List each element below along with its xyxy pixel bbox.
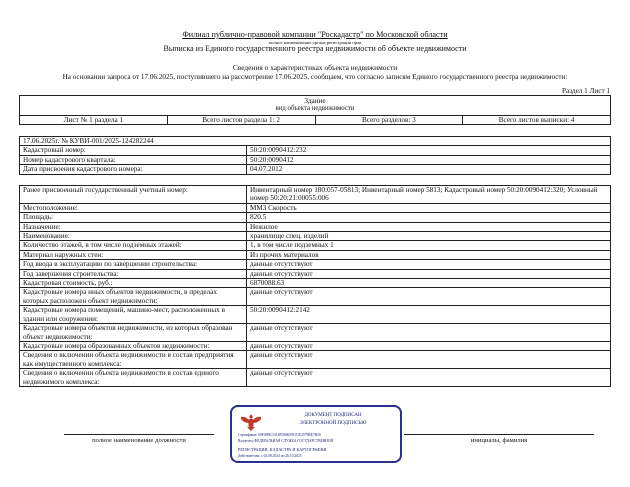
electronic-signature-stamp — [230, 405, 402, 463]
field-value: ММЗ Скорость — [247, 203, 611, 212]
sections-total: Всего разделов: 3 — [315, 115, 463, 124]
date-number-row — [20, 137, 611, 146]
stamp-title: ДОКУМЕНТ ПОДПИСАН — [304, 413, 362, 418]
characteristic-row — [20, 213, 611, 222]
characteristics-table — [19, 185, 611, 387]
field-value: данные отсутствуют — [247, 260, 611, 269]
characteristic-row — [20, 250, 611, 259]
characteristic-row — [20, 203, 611, 212]
field-value: Нежилое — [247, 222, 611, 231]
field-value: 6870088.63 — [247, 279, 611, 288]
extract-title: Выписка из Единого государственного реестра недвижимости об объекте недвижимости — [163, 44, 467, 53]
stamp-owner-line2: РЕГИСТРАЦИИ, КАДАСТРА И КАРТОГРАФИИ — [238, 447, 327, 452]
field-value: данные отсутствуют — [247, 269, 611, 278]
field-value: 50:20:0090412 — [247, 155, 611, 164]
field-label: Площадь: — [20, 213, 247, 222]
sheets-in-extract: Всего листов выписки: 4 — [463, 115, 611, 124]
field-label: Кадастровые номера объектов недвижимости, из которых образован объект недвижимости: — [20, 324, 247, 342]
name-signature-line — [404, 434, 594, 435]
field-value: 1, в том числе подземных 1 — [247, 241, 611, 250]
cadastral-row — [20, 155, 611, 164]
stamp-owner-line1: Владелец: ФЕДЕРАЛЬНАЯ СЛУЖБА ГОСУДАРСТВЕННОЙ — [238, 439, 334, 443]
field-label: Сведения о включении объекта недвижимости в состав единого недвижимого комплекса: — [20, 369, 247, 387]
section-sheet-label: Раздел 1 Лист 1 — [562, 87, 610, 95]
stamp-subtitle: ЭЛЕКТРОННОЙ ПОДПИСЬЮ — [299, 421, 367, 426]
org-name-caption: полное наименование органа регистрации прав — [268, 40, 362, 45]
field-value: Инвентарный номер 180:057-05813; Инвентарный номер 5813; Кадастровый номер 50:20:0090412:320; Условный номер 50:20:21:00055:006 — [247, 186, 611, 204]
field-value: данные отсутствуют — [247, 369, 611, 387]
field-label: Наименование: — [20, 232, 247, 241]
field-value: данные отсутствуют — [247, 351, 611, 369]
characteristic-row — [20, 324, 611, 342]
field-label: Кадастровая стоимость, руб.: — [20, 279, 247, 288]
field-label: Год завершения строительства: — [20, 269, 247, 278]
field-label: Местоположение: — [20, 203, 247, 212]
field-value: 50:20:0090412:2142 — [247, 306, 611, 324]
field-value: данные отсутствуют — [247, 341, 611, 350]
characteristic-row — [20, 341, 611, 350]
field-value: 820.5 — [247, 213, 611, 222]
field-label: Кадастровые номера помещений, машино-мест, расположенных в здании или сооружении: — [20, 306, 247, 324]
section-title: Сведения о характеристиках объекта недвижимости — [232, 63, 398, 72]
field-label: Дата присвоения кадастрового номера: — [20, 165, 247, 174]
characteristic-row — [20, 306, 611, 324]
object-type: Здание — [304, 97, 326, 105]
field-value: 04.07.2012 — [247, 165, 611, 174]
field-value: хранилище спец. изделий — [247, 232, 611, 241]
object-type-caption: вид объекта недвижимости — [275, 105, 355, 113]
field-label: Год ввода в эксплуатацию по завершении строительства: — [20, 260, 247, 269]
cadastral-info-table — [19, 136, 611, 175]
field-value: Из прочих материалов — [247, 250, 611, 259]
object-type-row — [20, 96, 611, 116]
sheet-counts-row — [20, 115, 611, 124]
field-label: Сведения о включении объекта недвижимости в состав предприятия как имущественного комплекса: — [20, 351, 247, 369]
field-value: 50:20:0090412:232 — [247, 146, 611, 155]
emblem-icon — [238, 411, 264, 433]
characteristic-row — [20, 369, 611, 387]
characteristic-row — [20, 260, 611, 269]
name-label: инициалы, фамилия — [470, 437, 528, 444]
field-value: данные отсутствуют — [247, 324, 611, 342]
field-label: Кадастровый номер: — [20, 146, 247, 155]
position-label: полное наименование должности — [92, 437, 186, 444]
characteristic-row — [20, 222, 611, 231]
field-value: данные отсутствуют — [247, 288, 611, 306]
characteristic-row — [20, 232, 611, 241]
field-label: Материал наружных стен: — [20, 250, 247, 259]
intro-text: На основании запроса от 17.06.2025, поступившего на рассмотрение 17.06.2025, сообщаем, что согласно записям Единого государственного реестра недвижимости: — [62, 73, 568, 81]
object-type-cell — [20, 96, 611, 116]
field-label: Кадастровые номера образованных объектов недвижимости: — [20, 341, 247, 350]
characteristic-row — [20, 279, 611, 288]
position-signature-line — [64, 434, 214, 435]
characteristic-row — [20, 241, 611, 250]
field-label: Номер кадастрового квартала: — [20, 155, 247, 164]
field-label: Количество этажей, в том числе подземных этажей: — [20, 241, 247, 250]
characteristic-row — [20, 288, 611, 306]
stamp-validity: Действителен: с 02.08.2024 по 26.10.2025 — [238, 454, 302, 458]
field-label: Кадастровые номера иных объектов недвижимости, в пределах которых расположен объект недвижимости: — [20, 288, 247, 306]
object-header-table — [19, 95, 611, 125]
field-label: Назначение: — [20, 222, 247, 231]
stamp-certificate: Сертификат: 00F00BC3314E5B6659C01E2579BE7B50 — [238, 433, 321, 437]
characteristic-row — [20, 186, 611, 204]
sheets-in-section: Всего листов раздела 1: 2 — [167, 115, 315, 124]
characteristic-row — [20, 351, 611, 369]
cadastral-row — [20, 165, 611, 174]
field-label: Ранее присвоенный государственный учетный номер: — [20, 186, 247, 204]
org-name: Филиал публично-правовой компании "Роскадастр" по Московской области — [182, 30, 448, 39]
sheet-number: Лист № 1 раздела 1 — [20, 115, 168, 124]
cadastral-row — [20, 146, 611, 155]
extract-date-number: 17.06.2025г. № КУВИ-001/2025-124282244 — [20, 137, 611, 146]
characteristic-row — [20, 269, 611, 278]
